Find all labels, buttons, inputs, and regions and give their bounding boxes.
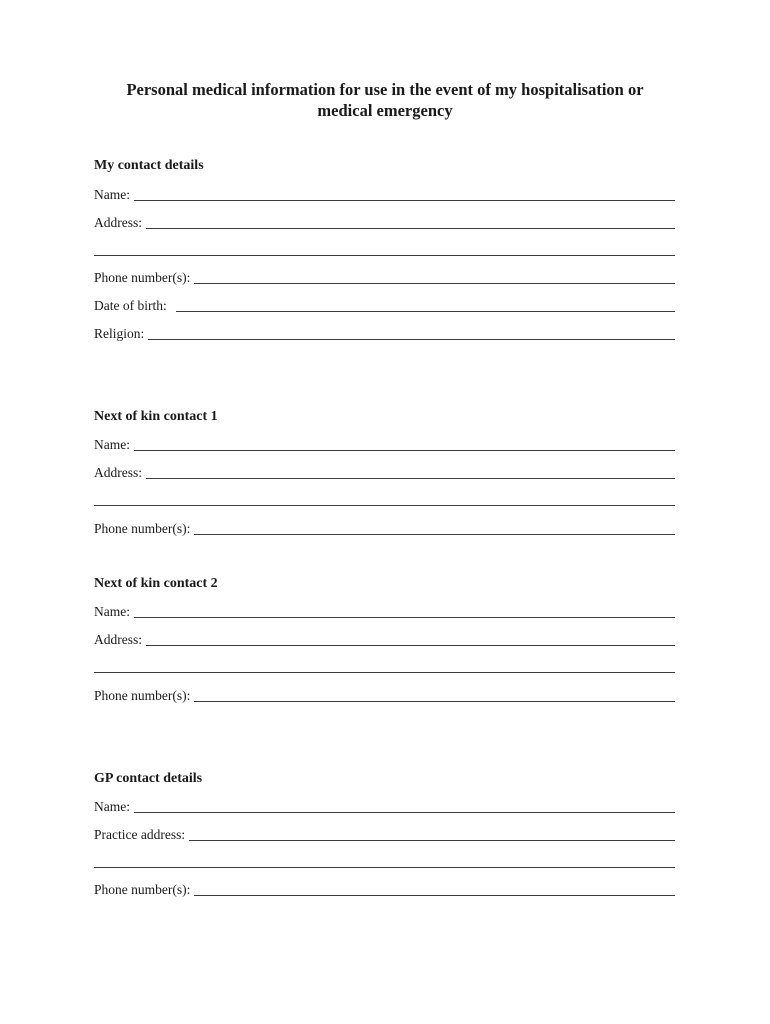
write-in-line[interactable] bbox=[194, 283, 675, 284]
gp-practice-address-field[interactable] bbox=[94, 825, 675, 843]
write-in-line[interactable] bbox=[146, 228, 675, 229]
kin2-name-field[interactable] bbox=[94, 602, 675, 620]
write-in-line[interactable] bbox=[134, 200, 675, 201]
document-title bbox=[60, 79, 710, 121]
field-label: Phone number(s): bbox=[94, 882, 191, 897]
field-label: Name: bbox=[94, 799, 130, 814]
field-label: Name: bbox=[94, 437, 130, 452]
field-label: Practice address: bbox=[94, 827, 186, 842]
field-label: Phone number(s): bbox=[94, 270, 191, 285]
field-label: Phone number(s): bbox=[94, 688, 191, 703]
section-heading-my-contact-details: My contact details bbox=[94, 158, 204, 173]
write-in-line[interactable] bbox=[194, 534, 675, 535]
write-in-line[interactable] bbox=[134, 812, 675, 813]
field-label: Address: bbox=[94, 465, 142, 480]
my-religion-field[interactable] bbox=[94, 324, 675, 342]
write-in-line[interactable] bbox=[146, 478, 675, 479]
gp-name-field[interactable] bbox=[94, 797, 675, 815]
title-line-1: Personal medical information for use in the event of my hospitalisation or bbox=[126, 80, 644, 99]
section-heading-next-of-kin-1: Next of kin contact 1 bbox=[94, 409, 218, 424]
field-label: Name: bbox=[94, 187, 130, 202]
kin2-address-continuation-line[interactable] bbox=[94, 672, 675, 673]
field-label: Address: bbox=[94, 632, 142, 647]
write-in-line[interactable] bbox=[189, 840, 675, 841]
kin2-address-field[interactable] bbox=[94, 630, 675, 648]
kin1-address-continuation-line[interactable] bbox=[94, 505, 675, 506]
write-in-line[interactable] bbox=[146, 645, 675, 646]
my-date-of-birth-field[interactable] bbox=[94, 296, 675, 314]
write-in-line[interactable] bbox=[194, 701, 675, 702]
field-label: Address: bbox=[94, 215, 142, 230]
write-in-line[interactable] bbox=[134, 617, 675, 618]
my-address-continuation-line[interactable] bbox=[94, 255, 675, 256]
write-in-line[interactable] bbox=[194, 895, 675, 896]
write-in-line[interactable] bbox=[134, 450, 675, 451]
my-name-field[interactable] bbox=[94, 185, 675, 203]
gp-address-continuation-line[interactable] bbox=[94, 867, 675, 868]
my-address-field[interactable] bbox=[94, 213, 675, 231]
section-heading-next-of-kin-2: Next of kin contact 2 bbox=[94, 576, 218, 591]
write-in-line[interactable] bbox=[148, 339, 675, 340]
my-phone-field[interactable] bbox=[94, 268, 675, 286]
field-label: Date of birth: bbox=[94, 298, 167, 313]
kin2-phone-field[interactable] bbox=[94, 686, 675, 704]
title-line-2: medical emergency bbox=[317, 101, 453, 120]
field-label: Name: bbox=[94, 604, 130, 619]
gp-phone-field[interactable] bbox=[94, 880, 675, 898]
write-in-line[interactable] bbox=[176, 311, 675, 312]
kin1-name-field[interactable] bbox=[94, 435, 675, 453]
field-label: Religion: bbox=[94, 326, 145, 341]
field-label: Phone number(s): bbox=[94, 521, 191, 536]
kin1-phone-field[interactable] bbox=[94, 519, 675, 537]
section-heading-gp-contact-details: GP contact details bbox=[94, 771, 203, 786]
kin1-address-field[interactable] bbox=[94, 463, 675, 481]
